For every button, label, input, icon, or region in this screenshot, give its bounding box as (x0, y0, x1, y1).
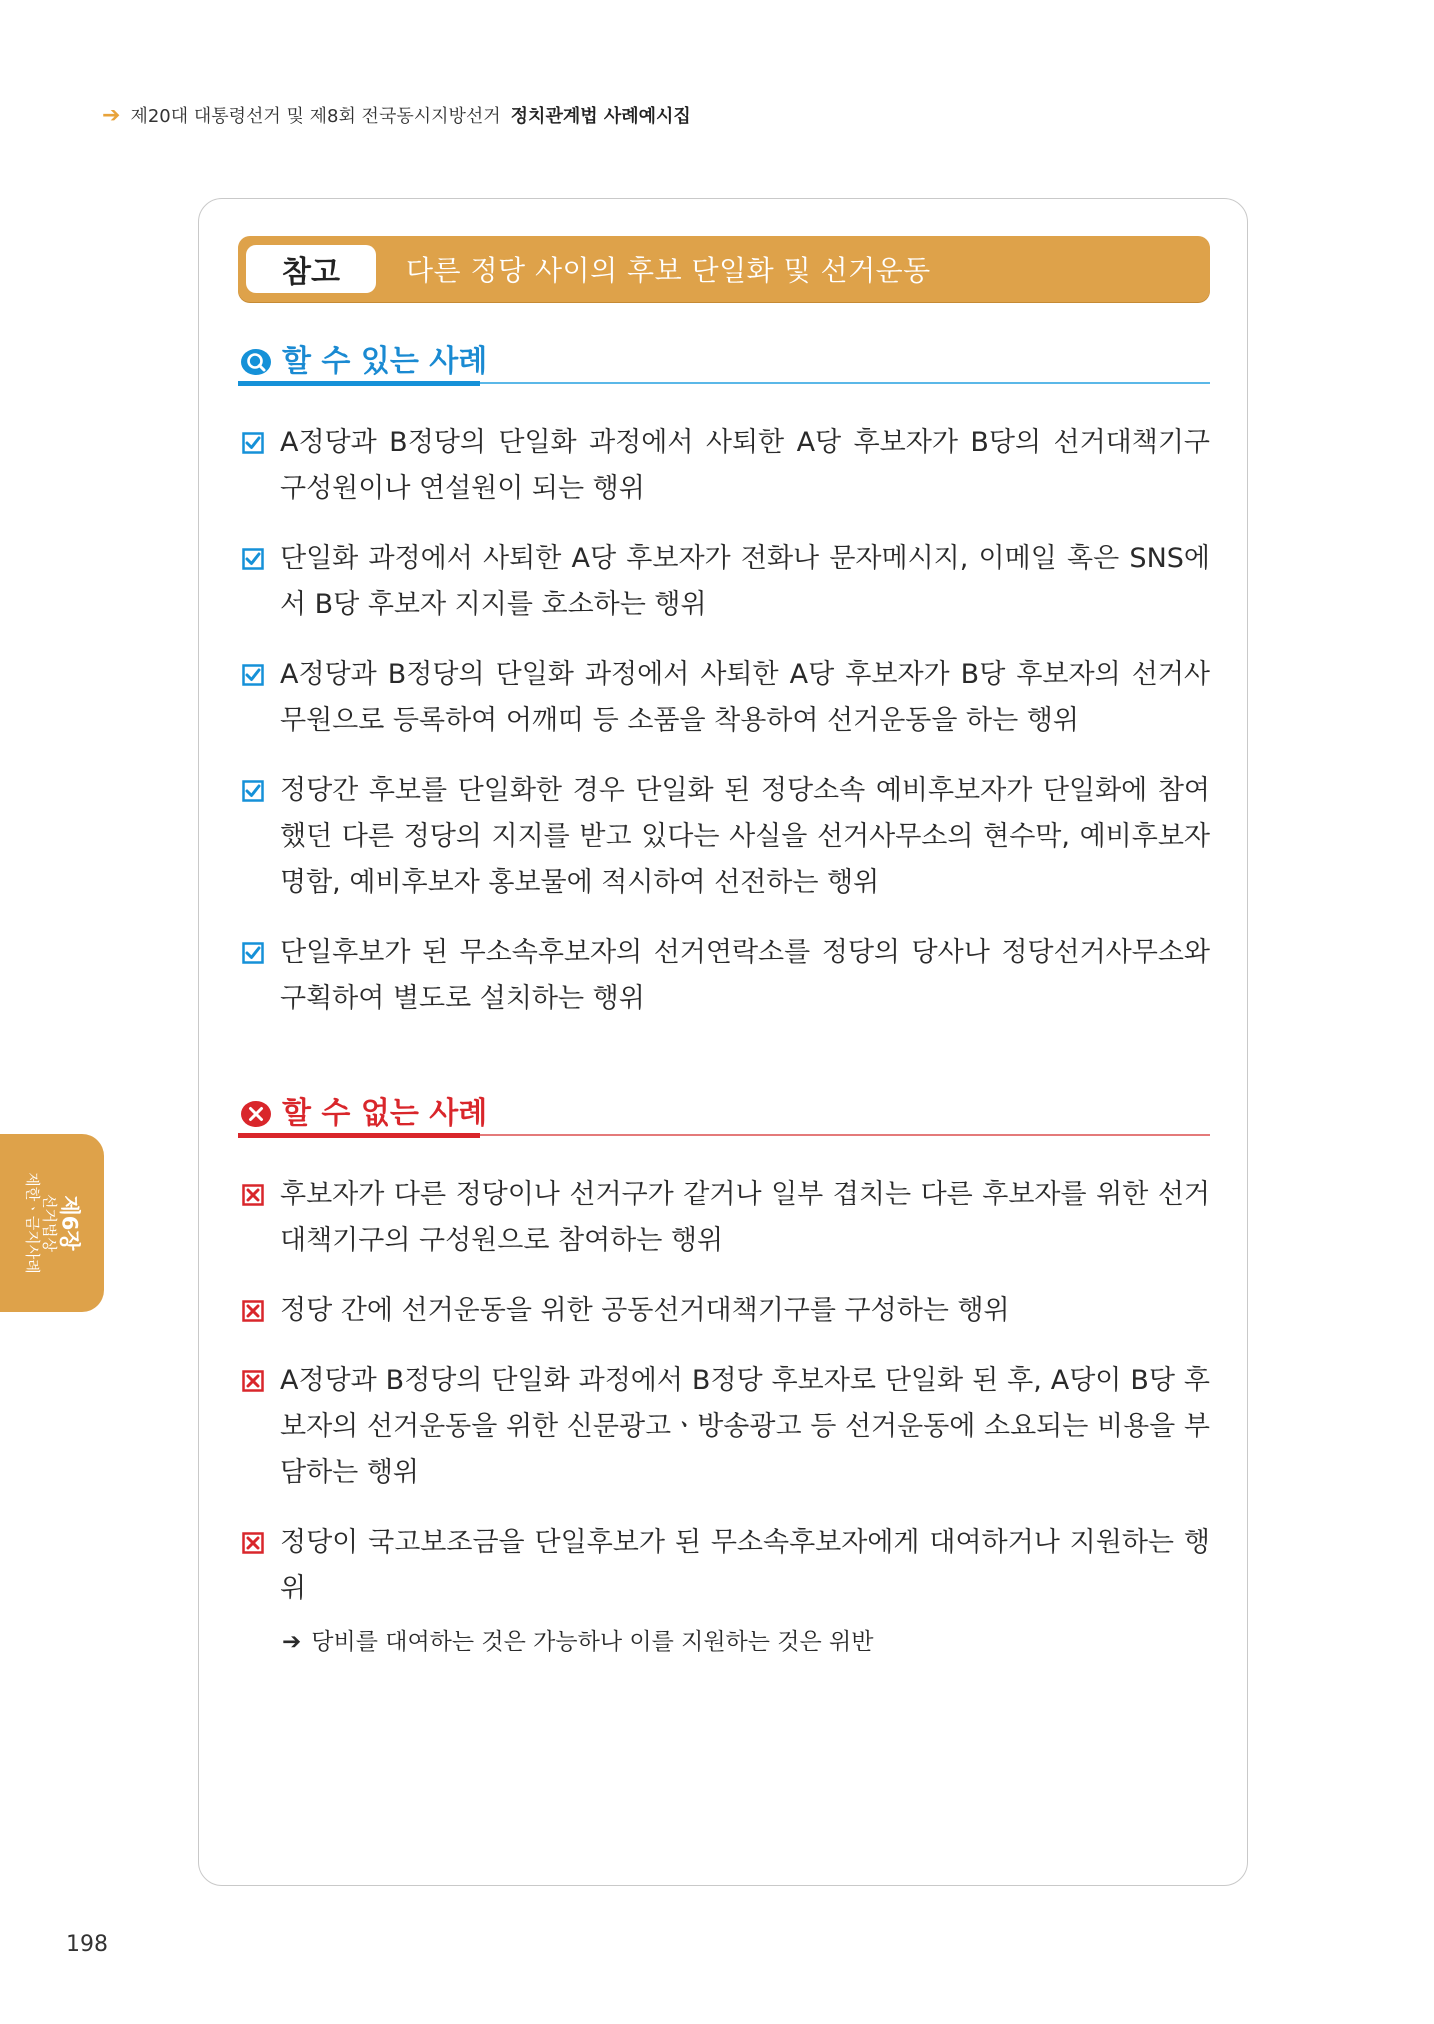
running-header (102, 102, 691, 128)
magnifier-icon (240, 346, 272, 378)
cannot-item (238, 1520, 1210, 1612)
header-book-title: 정치관계법 사례예시집 (510, 106, 691, 127)
prohibited-icon (240, 1098, 272, 1130)
can-section-header (238, 336, 1210, 384)
chapter-tab-text (23, 1172, 82, 1273)
checkbox-checked-icon (242, 942, 264, 964)
cannot-item-text: A정당과 B정당의 단일화 과정에서 B정당 후보자로 단일화 된 후, A당이 B당 후보자의 선거운동을 위한 신문광고ㆍ방송광고 등 선거운동에 소요되는 비용을 부담하는 행위 (280, 1365, 1210, 1488)
can-section-title: 할 수 있는 사례 (282, 344, 488, 379)
checkbox-checked-icon (242, 548, 264, 570)
checkbox-x-icon (242, 1532, 264, 1554)
chapter-subtitle-1: 선거법상 (40, 1194, 59, 1252)
cannot-items-list (238, 1172, 1210, 1662)
can-item-text: 단일후보가 된 무소속후보자의 선거연락소를 정당의 당사나 정당선거사무소와 구획하여 별도로 설치하는 행위 (280, 937, 1210, 1014)
can-item (238, 420, 1210, 512)
can-items-list (238, 420, 1210, 1046)
header-prefix: 제20대 대통령선거 및 제8회 전국동시지방선거 (130, 106, 501, 127)
checkbox-x-icon (242, 1300, 264, 1322)
cannot-note (238, 1622, 1210, 1662)
chapter-number: 제6장 (57, 1195, 82, 1251)
can-item-text: 정당간 후보를 단일화한 경우 단일화 된 정당소속 예비후보자가 단일화에 참여했던 다른 정당의 지지를 받고 있다는 사실을 선거사무소의 현수막, 예비후보자 명함, 예비후보자 홍보물에 적시하여 선전하는 행위 (280, 775, 1210, 898)
can-item (238, 768, 1210, 906)
cannot-section-header (238, 1088, 1210, 1136)
cannot-section-underline (238, 1133, 480, 1138)
page-number: 198 (66, 1932, 108, 1957)
can-section-underline (238, 381, 480, 386)
arrow-right-icon: ➔ (102, 102, 121, 128)
cannot-section-title: 할 수 없는 사례 (282, 1096, 488, 1131)
arrow-right-icon: ➔ (282, 1629, 302, 1655)
can-item-text: A정당과 B정당의 단일화 과정에서 사퇴한 A당 후보자가 B당 후보자의 선거사무원으로 등록하여 어깨띠 등 소품을 착용하여 선거운동을 하는 행위 (280, 659, 1210, 736)
cannot-item (238, 1288, 1210, 1334)
chapter-subtitle-2: 제한ㆍ금지사례 (22, 1172, 41, 1274)
checkbox-x-icon (242, 1370, 264, 1392)
reference-tag: 참고 (246, 245, 376, 293)
checkbox-x-icon (242, 1184, 264, 1206)
cannot-item-text: 정당 간에 선거운동을 위한 공동선거대책기구를 구성하는 행위 (280, 1295, 1010, 1326)
cannot-item-text: 후보자가 다른 정당이나 선거구가 같거나 일부 겹치는 다른 후보자를 위한 선거대책기구의 구성원으로 참여하는 행위 (280, 1179, 1210, 1256)
can-item (238, 536, 1210, 628)
can-item-text: A정당과 B정당의 단일화 과정에서 사퇴한 A당 후보자가 B당의 선거대책기구 구성원이나 연설원이 되는 행위 (280, 427, 1210, 504)
checkbox-checked-icon (242, 432, 264, 454)
checkbox-checked-icon (242, 780, 264, 802)
reference-title: 다른 정당 사이의 후보 단일화 및 선거운동 (406, 254, 931, 287)
chapter-tab (0, 1134, 104, 1312)
reference-bar (238, 236, 1210, 302)
cannot-item (238, 1358, 1210, 1496)
can-item (238, 652, 1210, 744)
cannot-note-text: 당비를 대여하는 것은 가능하나 이를 지원하는 것은 위반 (311, 1629, 874, 1655)
can-item-text: 단일화 과정에서 사퇴한 A당 후보자가 전화나 문자메시지, 이메일 혹은 SNS에서 B당 후보자 지지를 호소하는 행위 (280, 543, 1210, 620)
cannot-item-text: 정당이 국고보조금을 단일후보가 된 무소속후보자에게 대여하거나 지원하는 행위 (280, 1527, 1210, 1604)
checkbox-checked-icon (242, 664, 264, 686)
can-item (238, 930, 1210, 1022)
cannot-item (238, 1172, 1210, 1264)
